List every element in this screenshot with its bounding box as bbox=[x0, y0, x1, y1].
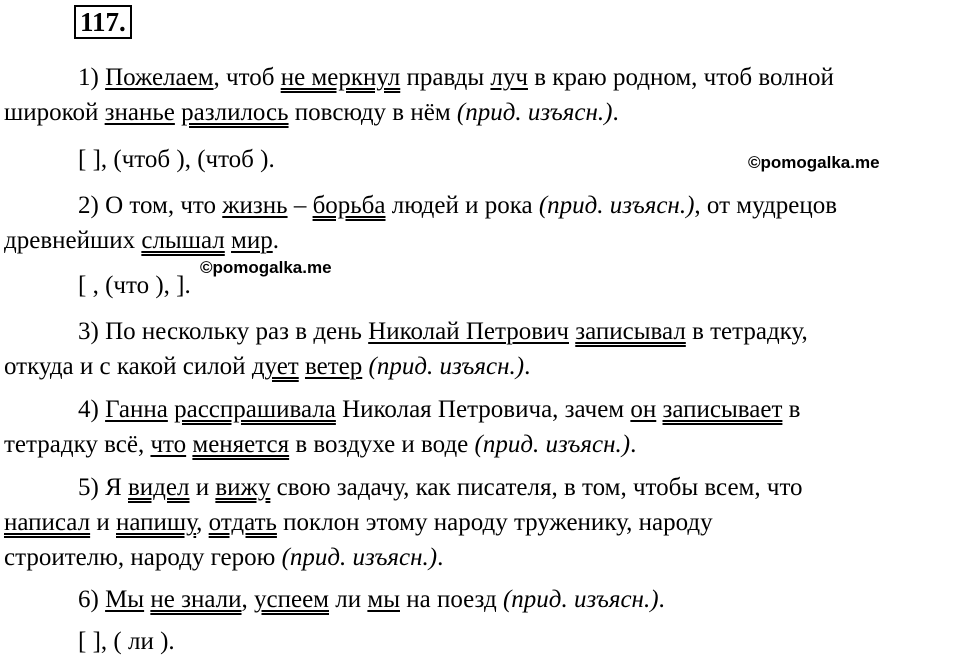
sentence-5-line-1: 5) Я видел и вижу свою задачу, как писателя, в том, чтобы всем, что bbox=[78, 474, 803, 501]
subject: Ганна bbox=[105, 396, 168, 423]
sentence-6-scheme: [ ], ( ли ). bbox=[78, 628, 175, 655]
predicate: борьба bbox=[312, 192, 386, 219]
watermark: ©pomogalka.me bbox=[200, 258, 332, 277]
clause-type: (прид. изъясн.) bbox=[538, 192, 695, 219]
sentence-2-line-1: 2) О том, что жизнь – борьба людей и рока (прид. изъясн.), от мудрецов bbox=[78, 192, 837, 219]
subject: ветер bbox=[304, 353, 363, 380]
sentence-1-scheme: [ ], (чтоб ), (чтоб ). bbox=[78, 146, 275, 173]
sentence-1-line-2: широкой знанье разлилось повсюду в нём (прид. изъясн.). bbox=[4, 99, 619, 126]
subject: мы bbox=[367, 586, 400, 613]
sentence-3-line-2: откуда и с какой силой дует ветер (прид. изъясн.). bbox=[4, 353, 531, 380]
sentence-4-line-1: 4) Ганна расспрашивала Николая Петровича, зачем он записывает в bbox=[78, 396, 801, 423]
subject: знанье bbox=[104, 99, 175, 126]
predicate: видел bbox=[128, 474, 190, 501]
predicate: отдать bbox=[208, 509, 277, 536]
predicate: разлилось bbox=[181, 99, 289, 126]
sentence-1-line-1: 1) Пожелаем, чтоб не меркнул правды луч в краю родном, чтоб волной bbox=[78, 64, 834, 91]
exercise-number: 117. bbox=[74, 5, 132, 39]
subject: жизнь bbox=[222, 192, 288, 219]
predicate: дует bbox=[251, 353, 299, 380]
sentence-2-scheme: [ , (что ), ]. bbox=[78, 272, 191, 299]
predicate: записывал bbox=[575, 318, 686, 345]
subject: Мы bbox=[105, 586, 145, 613]
subject: он bbox=[630, 396, 657, 423]
clause-type: (прид. изъясн.) bbox=[456, 99, 613, 126]
predicate: напишу bbox=[116, 509, 197, 536]
predicate: успеем bbox=[254, 586, 330, 613]
predicate: слышал bbox=[141, 227, 225, 254]
sentence-3-line-1: 3) По нескольку раз в день Николай Петрович записывал в тетрадку, bbox=[78, 318, 808, 345]
sentence-6-line-1: 6) Мы не знали, успеем ли мы на поезд (прид. изъясн.). bbox=[78, 586, 665, 613]
subject: луч bbox=[490, 64, 528, 91]
clause-type: (прид. изъясн.) bbox=[281, 544, 438, 571]
subject: Николай Петрович bbox=[368, 318, 569, 345]
sentence-4-line-2: тетрадку всё, что меняется в воздухе и воде (прид. изъясн.). bbox=[4, 431, 637, 458]
subject: мир bbox=[231, 227, 273, 254]
subject: что bbox=[150, 431, 187, 458]
subject: Пожелаем bbox=[105, 64, 214, 91]
sentence-2-line-2: древнейших слышал мир. bbox=[4, 227, 279, 254]
predicate: не знали bbox=[150, 586, 242, 613]
predicate: записывает bbox=[662, 396, 783, 423]
clause-type: (прид. изъясн.) bbox=[502, 586, 659, 613]
predicate: вижу bbox=[215, 474, 271, 501]
predicate: не меркнул bbox=[280, 64, 401, 91]
predicate: расспрашивала bbox=[174, 396, 336, 423]
watermark: ©pomogalka.me bbox=[748, 153, 880, 172]
predicate: написал bbox=[4, 509, 91, 536]
sentence-5-line-2: написал и напишу, отдать поклон этому народу труженику, народу bbox=[4, 509, 713, 536]
predicate: меняется bbox=[192, 431, 290, 458]
clause-type: (прид. изъясн.) bbox=[474, 431, 631, 458]
sentence-5-line-3: строителю, народу герою (прид. изъясн.). bbox=[4, 544, 444, 571]
clause-type: (прид. изъясн.) bbox=[368, 353, 525, 380]
